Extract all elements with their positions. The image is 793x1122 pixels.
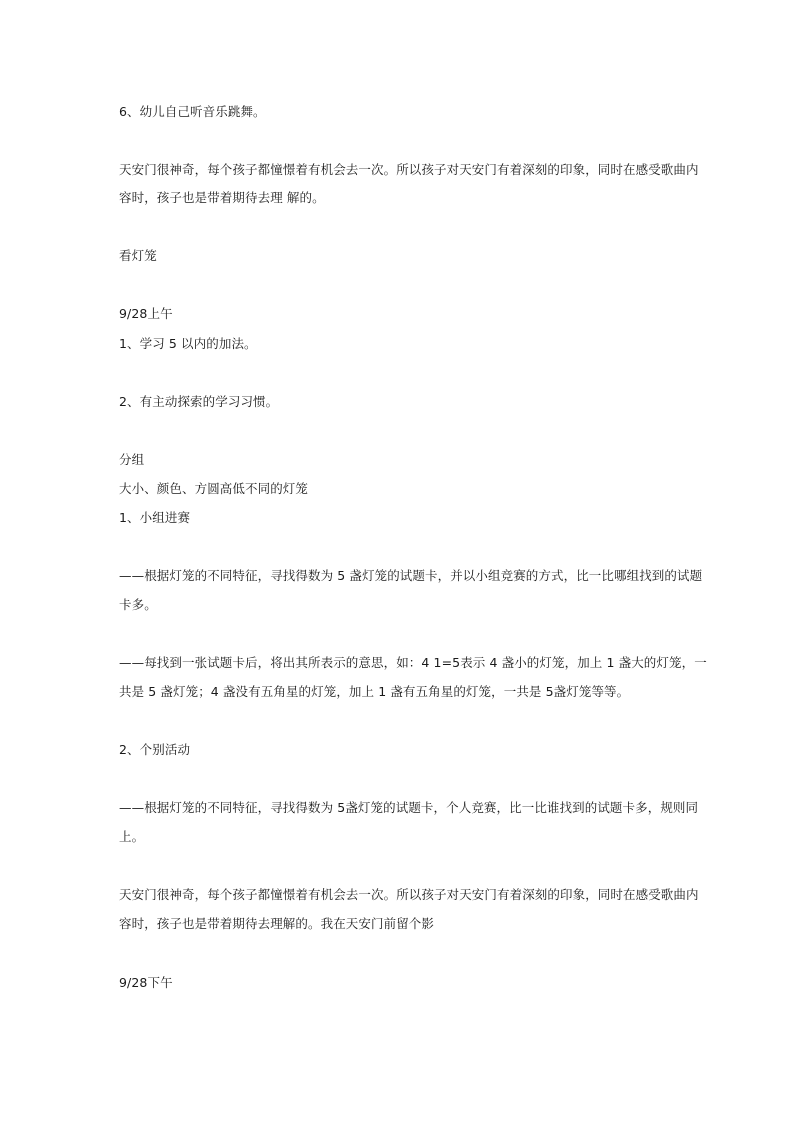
text-line: 1、小组进赛 [119, 510, 191, 525]
text-line: 共是 5 盏灯笼；4 盏没有五角星的灯笼，加上 1 盏有五角星的灯笼，一共是 5盏灯笼等等。 [119, 684, 630, 699]
text-line: 1、学习 5 以内的加法。 [119, 336, 257, 351]
text-line: 上。 [119, 829, 145, 844]
text-line: 容时，孩子也是带着期待去理 解的。 [119, 190, 325, 205]
text-line: ——根据灯笼的不同特征，寻找得数为 5 盏灯笼的试题卡，并以小组竞赛的方式，比一比哪组找到的试题 [119, 568, 703, 583]
text-line: ——根据灯笼的不同特征，寻找得数为 5盏灯笼的试题卡，个人竞赛，比一比谁找到的试题卡多，规则同 [119, 800, 699, 815]
text-line: 卡多。 [119, 597, 157, 612]
section-heading: 看灯笼 [119, 248, 157, 263]
date-heading: 9/28上午 [119, 306, 173, 321]
text-line: 容时，孩子也是带着期待去理解的。我在天安门前留个影 [119, 916, 435, 931]
text-line: 天安门很神奇，每个孩子都憧憬着有机会去一次。所以孩子对天安门有着深刻的印象，同时在感受歌曲内 [119, 162, 699, 177]
text-line: 分组 [119, 452, 145, 467]
text-line: 2、有主动探索的学习习惯。 [119, 394, 279, 409]
text-line: 大小、颜色、方圆高低不同的灯笼 [119, 481, 309, 496]
text-line: 天安门很神奇，每个孩子都憧憬着有机会去一次。所以孩子对天安门有着深刻的印象，同时在感受歌曲内 [119, 887, 699, 902]
date-heading: 9/28下午 [119, 975, 173, 990]
text-line: ——每找到一张试题卡后，将出其所表示的意思，如：4 1=5表示 4 盏小的灯笼，加上 1 盏大的灯笼，一 [119, 655, 707, 670]
text-line: 6、幼儿自己听音乐跳舞。 [119, 104, 266, 119]
text-line: 2、个别活动 [119, 742, 191, 757]
